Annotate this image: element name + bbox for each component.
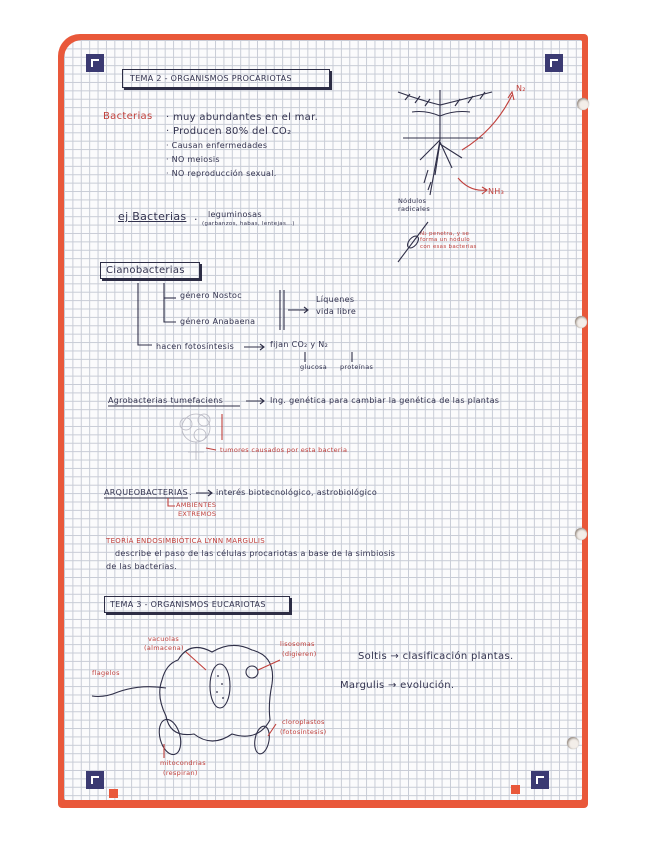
soltis-note: Soltis → clasificación plantas.	[358, 651, 514, 662]
bacterias-point: · NO meiosis	[166, 155, 220, 164]
glucosa-label: glucosa	[300, 363, 328, 371]
teoria-line1: describe el paso de las células procariotas a base de la simbiosis	[115, 549, 396, 558]
nh3-label: NH₃	[488, 187, 505, 196]
agrobacterias-name: Agrobacterias tumefaciens	[108, 396, 224, 405]
grid-sheet	[64, 40, 582, 800]
cloroplastos-label: cloroplastos	[282, 718, 325, 726]
nodulos-label: Nódulos radicales	[398, 197, 431, 213]
proteinas-label: proteínas	[340, 363, 374, 371]
vida-libre-label: vida libre	[316, 307, 357, 316]
tema2-title: TEMA 2 - ORGANISMOS PROCARIOTAS	[130, 74, 292, 83]
cianobacterias-title: Cianobacterias	[106, 265, 185, 276]
teoria-line2: de las bacterias.	[106, 562, 178, 571]
agrobacterias-desc: Ing. genética para cambiar la genética de las plantas	[270, 396, 500, 405]
bacterias-point: · NO reproducción sexual.	[166, 169, 277, 178]
genero-anabaena: género Anabaena	[180, 317, 256, 326]
leguminosas-label: leguminosas	[208, 210, 262, 219]
leguminosas-note: (garbanzos, habas, lentejas...)	[202, 221, 295, 227]
lisosomas-note: (digieren)	[282, 650, 317, 658]
margulis-note: Margulis → evolución.	[340, 680, 455, 691]
tumores-label: tumores causados por esta bacteria	[220, 446, 348, 454]
orange-marker-right	[511, 785, 520, 794]
flagelos-label: flagelos	[92, 669, 120, 677]
ej-bacterias-label: ej Bacterias	[118, 210, 187, 223]
corner-mark-top-left	[86, 54, 104, 72]
mitocondrias-note: (respiran)	[163, 769, 198, 777]
binder-hole	[567, 737, 579, 749]
orange-marker-left	[109, 789, 118, 798]
liquenes-label: Líquenes	[316, 295, 355, 304]
teoria-title: TEORÍA ENDOSIMBIÓTICA LYNN MARGULIS	[106, 537, 265, 545]
bacterias-point: · muy abundantes en el mar.	[166, 112, 319, 123]
fotosintesis-label: hacen fotosíntesis	[156, 342, 235, 351]
binder-hole	[575, 316, 587, 328]
nodule-note: N₂ penetra, y se forma un nódulo con esas bacterias	[420, 231, 477, 250]
bacterias-point: · Producen 80% del CO₂	[166, 126, 292, 137]
corner-mark-top-right	[545, 54, 563, 72]
n2-label: N₂	[516, 84, 526, 93]
binder-hole	[577, 98, 589, 110]
lisosomas-label: lisosomas	[280, 640, 315, 648]
binder-hole	[575, 528, 587, 540]
extremos-label: EXTREMOS	[178, 510, 217, 518]
tema3-title: TEMA 3 - ORGANISMOS EUCARIOTAS	[110, 600, 266, 609]
cloroplastos-note: (fotosíntesis)	[280, 728, 327, 736]
bacterias-label: Bacterias	[103, 111, 153, 122]
arqueobacterias-title: ARQUEOBACTERIAS	[104, 488, 188, 497]
arqueobacterias-desc: interés biotecnológico, astrobiológico	[216, 488, 378, 497]
arqueo-dot: .	[189, 488, 192, 497]
mitocondrias-label: mitocondrias	[160, 759, 206, 767]
bacterias-point: · Causan enfermedades	[166, 141, 268, 150]
ambientes-label: AMBIENTES	[176, 501, 217, 509]
corner-mark-bottom-left	[86, 771, 104, 789]
corner-mark-bottom-right	[531, 771, 549, 789]
genero-nostoc: género Nostoc	[180, 291, 242, 300]
vacuolas-note: (almacena)	[144, 644, 184, 652]
ej-dot: .	[194, 210, 198, 223]
fijan-label: fijan CO₂ y N₂	[270, 340, 329, 349]
vacuolas-label: vacuolas	[148, 635, 180, 643]
